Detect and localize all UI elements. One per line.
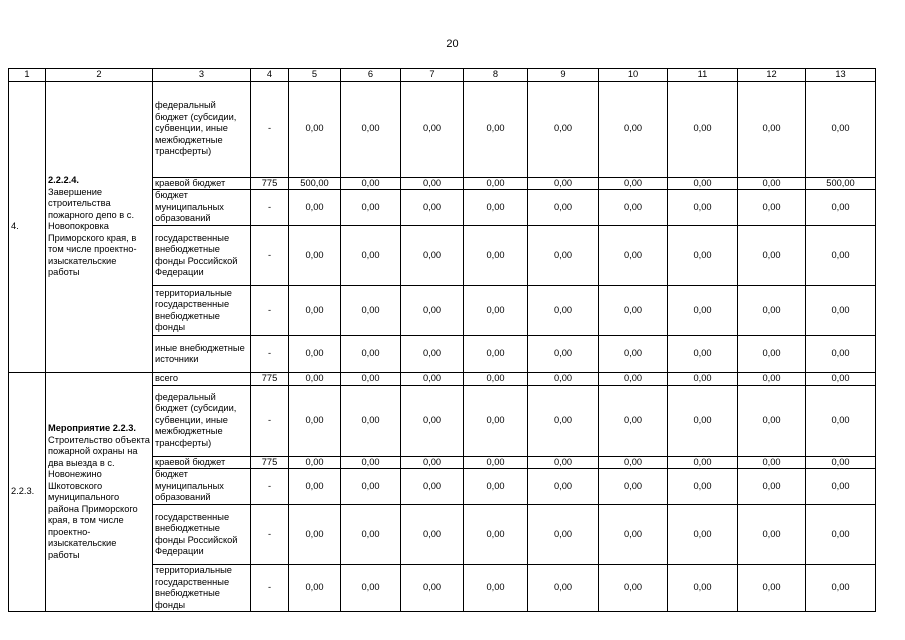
amount-cell: 0,00: [464, 456, 528, 469]
amount-cell: 0,00: [401, 456, 464, 469]
amount-cell: 0,00: [806, 456, 876, 469]
amount-cell: 0,00: [738, 505, 806, 565]
header-row: [9, 69, 876, 82]
amount-cell: 0,00: [289, 456, 341, 469]
amount-cell: 0,00: [401, 190, 464, 226]
amount-cell: 0,00: [668, 565, 738, 612]
amount-cell: 0,00: [668, 190, 738, 226]
header-cell: 6: [341, 69, 401, 82]
code-cell: -: [251, 286, 289, 336]
amount-cell: 0,00: [464, 565, 528, 612]
amount-cell: 0,00: [464, 190, 528, 226]
amount-cell: 0,00: [289, 336, 341, 373]
amount-cell: 0,00: [341, 81, 401, 177]
measure-text: Строительство объекта пожарной охраны на два выезда в с. Новонежино Шкотовского муниципального района Приморского края, в том числе проектно-изыскательские работы: [48, 434, 150, 560]
amount-cell: 0,00: [668, 505, 738, 565]
code-cell: 775: [251, 177, 289, 190]
amount-cell: 0,00: [464, 469, 528, 505]
amount-cell: 0,00: [806, 81, 876, 177]
amount-cell: 0,00: [401, 177, 464, 190]
amount-cell: 0,00: [528, 385, 599, 456]
amount-cell: 0,00: [401, 565, 464, 612]
header-cell: 1: [9, 69, 46, 82]
header-cell: 5: [289, 69, 341, 82]
funding-source: государственные внебюджетные фонды Российской Федерации: [153, 226, 251, 286]
funding-source: бюджет муниципальных образований: [153, 190, 251, 226]
amount-cell: 0,00: [401, 336, 464, 373]
funding-source: государственные внебюджетные фонды Российской Федерации: [153, 505, 251, 565]
header-cell: 9: [528, 69, 599, 82]
amount-cell: 0,00: [341, 385, 401, 456]
funding-source: федеральный бюджет (субсидии, субвенции, иные межбюджетные трансферты): [153, 81, 251, 177]
amount-cell: 0,00: [806, 190, 876, 226]
amount-cell: 0,00: [738, 226, 806, 286]
funding-source: иные внебюджетные источники: [153, 336, 251, 373]
amount-cell: 0,00: [528, 226, 599, 286]
amount-cell: 0,00: [806, 505, 876, 565]
amount-cell: 0,00: [738, 456, 806, 469]
amount-cell: 0,00: [668, 456, 738, 469]
measure-description: [46, 373, 153, 612]
amount-cell: 0,00: [464, 81, 528, 177]
code-cell: -: [251, 190, 289, 226]
amount-cell: 0,00: [289, 373, 341, 386]
amount-cell: 0,00: [528, 505, 599, 565]
amount-cell: 0,00: [599, 286, 668, 336]
amount-cell: 0,00: [806, 469, 876, 505]
amount-cell: 0,00: [341, 373, 401, 386]
amount-cell: 0,00: [668, 286, 738, 336]
amount-cell: 0,00: [289, 81, 341, 177]
amount-cell: 0,00: [738, 286, 806, 336]
amount-cell: 0,00: [599, 336, 668, 373]
amount-cell: 0,00: [668, 385, 738, 456]
amount-cell: 0,00: [341, 177, 401, 190]
amount-cell: 0,00: [668, 336, 738, 373]
amount-cell: 0,00: [599, 190, 668, 226]
code-cell: 775: [251, 456, 289, 469]
amount-cell: 0,00: [341, 505, 401, 565]
code-cell: -: [251, 81, 289, 177]
measure-text: Завершение строительства пожарного депо в с. Новопокровка Приморского края, в том числе проектно-изыскательские работы: [48, 186, 137, 277]
funding-source: бюджет муниципальных образований: [153, 469, 251, 505]
amount-cell: 0,00: [289, 226, 341, 286]
funding-source: территориальные государственные внебюджетные фонды: [153, 565, 251, 612]
amount-cell: 0,00: [401, 469, 464, 505]
code-cell: -: [251, 336, 289, 373]
amount-cell: 0,00: [806, 373, 876, 386]
amount-cell: 500,00: [289, 177, 341, 190]
header-cell: 13: [806, 69, 876, 82]
amount-cell: 0,00: [599, 565, 668, 612]
table-body: [9, 69, 876, 612]
amount-cell: 0,00: [599, 226, 668, 286]
header-cell: 8: [464, 69, 528, 82]
funding-source: краевой бюджет: [153, 456, 251, 469]
amount-cell: 0,00: [806, 385, 876, 456]
amount-cell: 0,00: [401, 385, 464, 456]
measure-description: [46, 81, 153, 373]
amount-cell: 500,00: [806, 177, 876, 190]
header-cell: 2: [46, 69, 153, 82]
amount-cell: 0,00: [289, 286, 341, 336]
funding-source: всего: [153, 373, 251, 386]
amount-cell: 0,00: [599, 373, 668, 386]
amount-cell: 0,00: [599, 456, 668, 469]
amount-cell: 0,00: [668, 177, 738, 190]
table-row: [9, 81, 876, 177]
amount-cell: 0,00: [464, 385, 528, 456]
amount-cell: 0,00: [464, 177, 528, 190]
amount-cell: 0,00: [289, 190, 341, 226]
header-cell: 7: [401, 69, 464, 82]
amount-cell: 0,00: [464, 226, 528, 286]
amount-cell: 0,00: [341, 226, 401, 286]
amount-cell: 0,00: [528, 177, 599, 190]
amount-cell: 0,00: [738, 177, 806, 190]
code-cell: 775: [251, 373, 289, 386]
budget-table: [8, 68, 876, 612]
amount-cell: 0,00: [806, 565, 876, 612]
amount-cell: 0,00: [599, 81, 668, 177]
measure-title: Мероприятие 2.2.3.: [48, 423, 136, 433]
funding-source: краевой бюджет: [153, 177, 251, 190]
amount-cell: 0,00: [738, 565, 806, 612]
amount-cell: 0,00: [341, 456, 401, 469]
amount-cell: 0,00: [341, 286, 401, 336]
header-cell: 12: [738, 69, 806, 82]
amount-cell: 0,00: [738, 190, 806, 226]
amount-cell: 0,00: [401, 286, 464, 336]
amount-cell: 0,00: [528, 456, 599, 469]
amount-cell: 0,00: [341, 565, 401, 612]
header-cell: 11: [668, 69, 738, 82]
code-cell: -: [251, 505, 289, 565]
amount-cell: 0,00: [599, 505, 668, 565]
amount-cell: 0,00: [528, 81, 599, 177]
amount-cell: 0,00: [401, 505, 464, 565]
amount-cell: 0,00: [341, 469, 401, 505]
amount-cell: 0,00: [401, 373, 464, 386]
amount-cell: 0,00: [528, 469, 599, 505]
amount-cell: 0,00: [668, 81, 738, 177]
code-cell: -: [251, 565, 289, 612]
amount-cell: 0,00: [738, 469, 806, 505]
amount-cell: 0,00: [401, 81, 464, 177]
amount-cell: 0,00: [738, 373, 806, 386]
amount-cell: 0,00: [528, 565, 599, 612]
amount-cell: 0,00: [528, 373, 599, 386]
amount-cell: 0,00: [806, 286, 876, 336]
amount-cell: 0,00: [341, 336, 401, 373]
code-cell: -: [251, 469, 289, 505]
amount-cell: 0,00: [528, 286, 599, 336]
amount-cell: 0,00: [806, 226, 876, 286]
amount-cell: 0,00: [464, 505, 528, 565]
amount-cell: 0,00: [599, 469, 668, 505]
amount-cell: 0,00: [401, 226, 464, 286]
code-cell: -: [251, 226, 289, 286]
amount-cell: 0,00: [738, 81, 806, 177]
amount-cell: 0,00: [668, 469, 738, 505]
amount-cell: 0,00: [599, 385, 668, 456]
amount-cell: 0,00: [738, 385, 806, 456]
row-index: 2.2.3.: [9, 373, 46, 612]
row-index: 4.: [9, 81, 46, 373]
measure-title: 2.2.2.4.: [48, 175, 80, 185]
code-cell: -: [251, 385, 289, 456]
amount-cell: 0,00: [528, 190, 599, 226]
funding-source: территориальные государственные внебюджетные фонды: [153, 286, 251, 336]
amount-cell: 0,00: [289, 385, 341, 456]
amount-cell: 0,00: [668, 226, 738, 286]
header-cell: 3: [153, 69, 251, 82]
amount-cell: 0,00: [464, 373, 528, 386]
header-cell: 10: [599, 69, 668, 82]
amount-cell: 0,00: [738, 336, 806, 373]
amount-cell: 0,00: [289, 565, 341, 612]
funding-source: федеральный бюджет (субсидии, субвенции, иные межбюджетные трансферты): [153, 385, 251, 456]
header-cell: 4: [251, 69, 289, 82]
amount-cell: 0,00: [341, 190, 401, 226]
amount-cell: 0,00: [668, 373, 738, 386]
table-row: [9, 373, 876, 386]
amount-cell: 0,00: [464, 336, 528, 373]
page-number: 20: [446, 38, 459, 50]
amount-cell: 0,00: [289, 505, 341, 565]
amount-cell: 0,00: [289, 469, 341, 505]
amount-cell: 0,00: [528, 336, 599, 373]
amount-cell: 0,00: [464, 286, 528, 336]
amount-cell: 0,00: [806, 336, 876, 373]
amount-cell: 0,00: [599, 177, 668, 190]
